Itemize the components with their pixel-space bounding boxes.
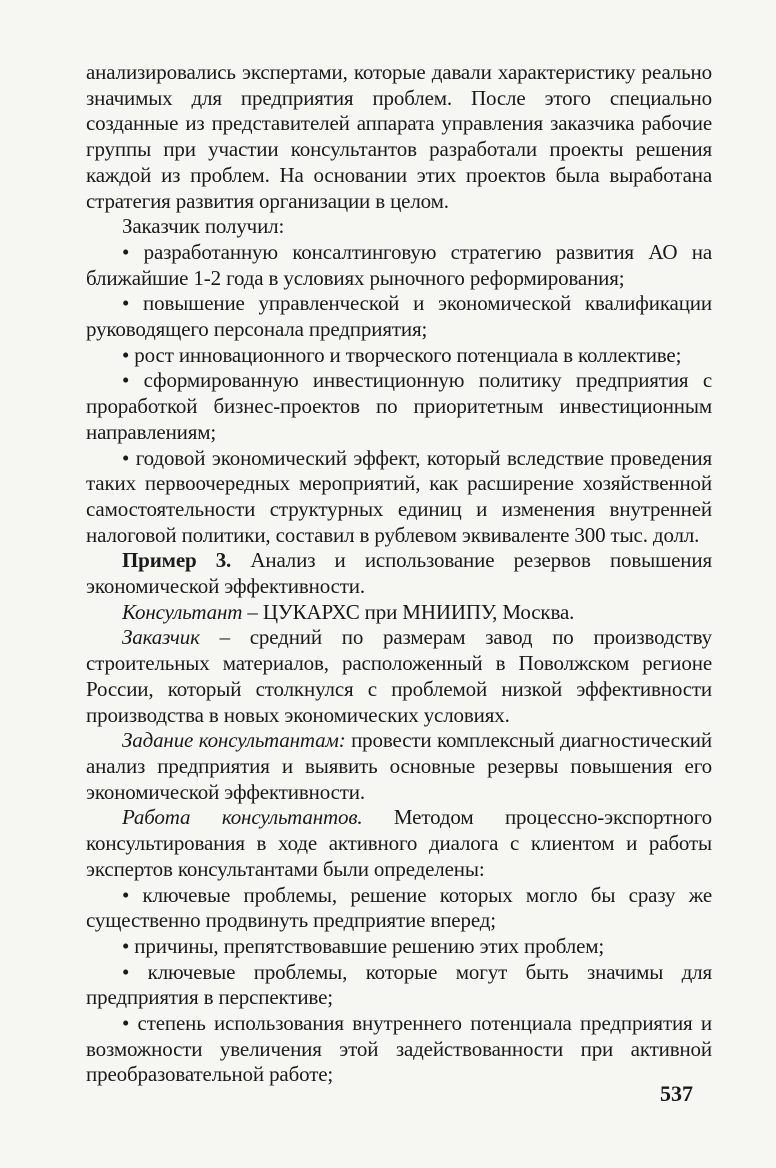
paragraph-client-received: Заказчик получил:	[122, 214, 285, 239]
page-body	[86, 60, 712, 1088]
paragraph-example-3	[86, 548, 712, 599]
client-label: Заказчик	[122, 625, 200, 650]
work-text: Методом процессно-экспортного консультирования в ходе активного диалога с клиентом и работы экспертов консультантами были определены:	[86, 805, 712, 881]
paragraph-consultant	[86, 600, 712, 626]
paragraph-client	[86, 625, 712, 728]
bullet-investment: • сформированную инвестиционную политику предприятия с проработкой бизнес-проектов по приоритетным инвестиционным направлениям;	[86, 368, 712, 444]
task-label: Задание консультантам:	[122, 728, 346, 753]
bullet-potential: • степень использования внутреннего потенциала предприятия и возможности увеличения этой задействованности при активной преобразовательной работе;	[86, 1011, 712, 1087]
bullet-key-problems: • ключевые проблемы, решение которых могло бы сразу же существенно продвинуть предприятие вперед;	[86, 882, 712, 933]
consultant-text: ЦУКАРХС при МНИИПУ, Москва.	[257, 599, 575, 624]
example-3-text: Анализ и использование резервов повышения экономической эффективности.	[86, 548, 712, 599]
bullet-future-problems: • ключевые проблемы, которые могут быть значимы для предприятия в перспективе;	[86, 959, 712, 1010]
paragraph-task	[86, 728, 712, 805]
bullet-strategy: • разработанную консалтинговую стратегию развития АО на ближайшие 1-2 года в условиях рыночного реформирования;	[86, 239, 712, 290]
bullet-qualification: • повышение управленческой и экономической квалификации руководящего персонала предприятия;	[86, 291, 712, 342]
bullet-causes: • причины, препятствовавшие решению этих проблем;	[122, 933, 605, 958]
paragraph-intro: анализировались экспертами, которые давали характеристику реально значимых для предприятия проблем. После этого специально созданные из представителей аппарата управления заказчика рабочие группы при участии консультантов разработали проекты решения каждой из проблем. На основании этих проектов была выработана стратегия развития организации в целом.	[86, 60, 712, 213]
task-text: провести комплексный диагностический анализ предприятия и выявить основные резервы повышения его экономической эффективности.	[86, 728, 712, 804]
example-3-label: Пример 3.	[122, 548, 232, 573]
consultant-label: Консультант –	[122, 599, 258, 624]
page-number: 537	[660, 1081, 693, 1106]
client-text: – средний по размерам завод по производству строительных материалов, расположенный в Поволжском регионе России, который столкнулся с проблемой низкой эффективности производства в новых экономических условиях.	[86, 625, 712, 727]
bullet-economic-effect: • годовой экономический эффект, который вследствие проведения таких первоочередных мероприятий, как расширение хозяйственной самостоятельности структурных единиц и изменения внутренней налоговой политики, составил в рублевом эквиваленте 300 тыс. долл.	[86, 445, 712, 547]
bullet-innovation: • рост инновационного и творческого потенциала в коллективе;	[122, 342, 682, 367]
paragraph-work	[86, 805, 712, 882]
work-label: Работа консультантов.	[122, 805, 363, 830]
